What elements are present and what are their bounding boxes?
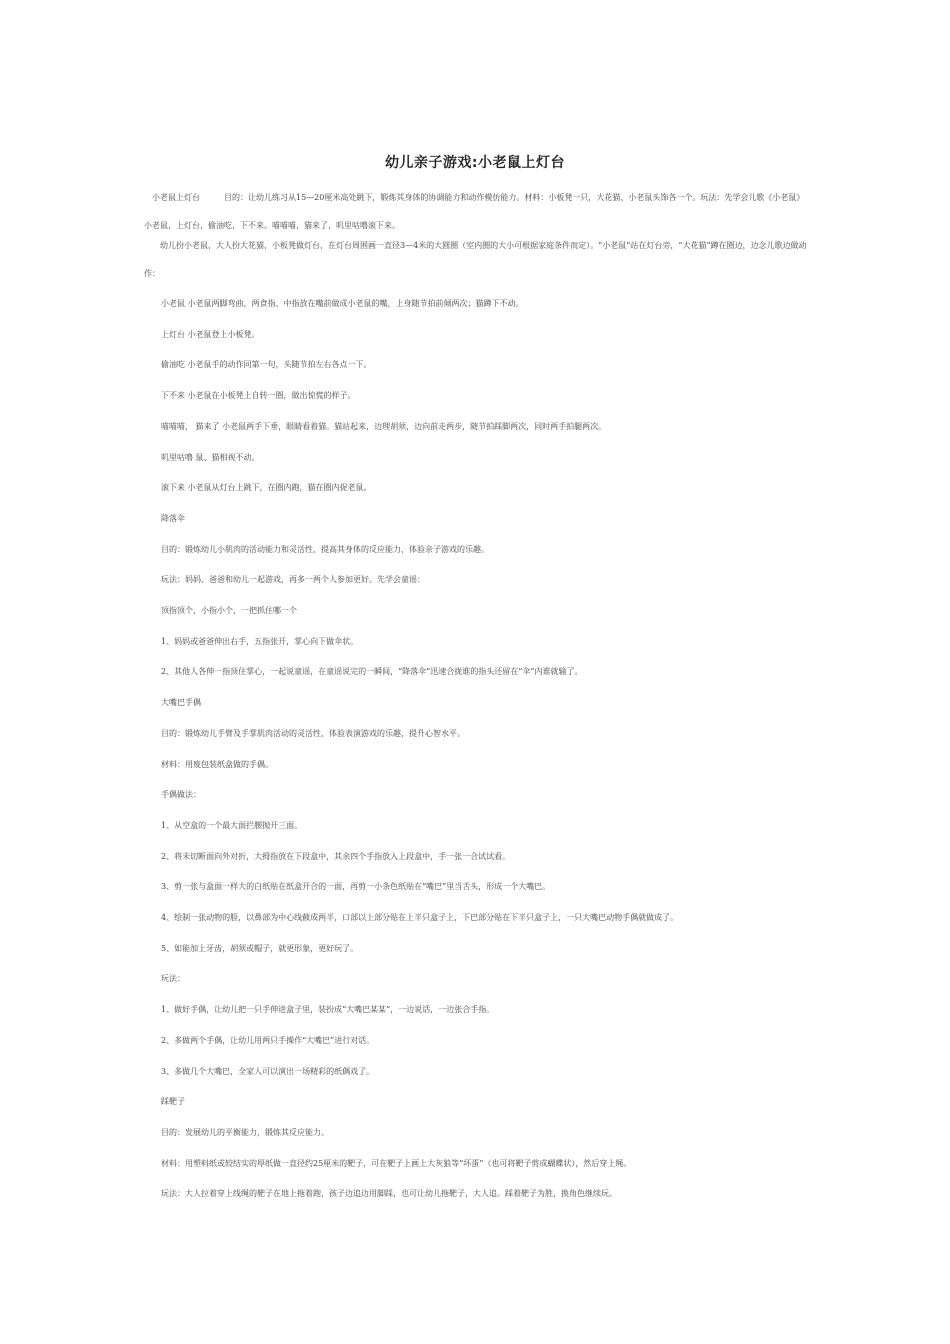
document-title: 幼儿亲子游戏:小老鼠上灯台: [384, 155, 566, 171]
content-line: 2、将未切断面向外对折，大拇指放在下段盒中，其余四个手指放入上段盒中，手一张一合试试看。: [161, 852, 511, 861]
content-line: 2、多做两个手偶，让幼儿用两只手操作“大嘴巴”进行对话。: [161, 1036, 375, 1045]
content-line: 3、剪一张与盒面一样大的白纸贴在纸盒开合的一面，再剪一小条色纸贴在“嘴巴”里当舌头，形成一个大嘴巴。: [161, 882, 551, 891]
content-line: 玩法：大人拉着穿上线绳的靶子在地上拖着跑，孩子边追边用脚踩，也可让幼儿拖靶子，大人追。踩着靶子为胜，换角色继续玩。: [161, 1189, 617, 1198]
content-line: 下不来 小老鼠在小板凳上自转一圈，做出惊慌的样子。: [161, 391, 356, 400]
content-line: 小老鼠 小老鼠两脚弯曲，两食指、中指放在嘴前做成小老鼠的嘴，上身随节拍前倾两次；猫蹲下不动。: [161, 299, 524, 308]
content-line: 1、从空盒的一个最大面拦腰抛开三面。: [161, 821, 303, 830]
content-line: 踩靶子: [161, 1097, 185, 1106]
content-line: 降落伞: [161, 514, 185, 523]
content-line: 材料：用塑料纸或较结实的厚纸做一直径约25厘米的靶子，可在靶子上画上大灰狼等“坏蛋”（也可将靶子剪成蝴蝶状），然后穿上绳。: [161, 1159, 632, 1168]
content-line: 滚下来 小老鼠从灯台上跳下，在圈内跑，猫在圈内捉老鼠。: [161, 483, 372, 492]
content-line: 目的：发展幼儿的平衡能力，锻炼其反应能力。: [161, 1128, 329, 1137]
content-line: 喵喵喵， 猫来了 小老鼠两手下垂，眼睛看着猫。猫站起来，边理胡须，边向前走两步，随节拍踩脚两次，同时两手拍腿两次。: [161, 422, 607, 431]
content-line: 偷油吃 小老鼠手的动作同第一句，头随节拍左右各点一下。: [161, 360, 372, 369]
content-line: 玩法：: [161, 974, 185, 983]
intro-text: 目的：让幼儿练习从15—20厘米高处跳下，锻炼其身体的协调能力和动作模仿能力。材料：小板凳一只，大花猫、小老鼠头饰各一个。玩法：先学会儿歌《小老鼠》小老鼠，上灯台，偷油吃，下不来。喵喵喵，猫来了，叽里咕噜滚下来。: [144, 193, 805, 230]
content-line: 2、其他人各伸一指顶住掌心，一起说童谣，在童谣说完的一瞬间，“降落伞”迅速合拢谁的指头还留在“伞”内谁就输了。: [161, 667, 583, 676]
content-line: 1、做好手偶，让幼儿把一只手伸进盒子里，装扮成“大嘴巴某某”，一边说话，一边张合手指。: [161, 1005, 495, 1014]
content-line: 玩法：妈妈、爸爸和幼儿一起游戏，再多一两个人参加更好。先学会童谣：: [161, 575, 425, 584]
content-line: 上灯台 小老鼠登上小板凳。: [161, 330, 260, 339]
content-line: 目的：锻炼幼儿小肌肉的活动能力和灵活性，提高其身体的反应能力，体验亲子游戏的乐趣。: [161, 545, 489, 554]
content-line: 目的：锻炼幼儿手臂及手掌肌肉活动的灵活性，体验表演游戏的乐趣，提升心智水平。: [161, 729, 465, 738]
content-line: 1、妈妈或爸爸伸出右手，五指张开，掌心向下做伞状。: [161, 637, 359, 646]
content-line: 大嘴巴手偶: [161, 698, 201, 707]
content-line: 3、多做几个大嘴巴，全家人可以演出一场精彩的纸偶戏了。: [161, 1067, 375, 1076]
rules-paragraph: 幼儿扮小老鼠，大人扮大花猫，小板凳做灯台，在灯台周围画一直径3—4米的大圆圈（室内圈的大小可根据家庭条件而定）。“小老鼠”站在灯台旁，“大花猫”蹲在圈边，边念儿歌边做动作：: [144, 241, 807, 278]
content-line: 5、如能加上牙齿，胡须或帽子，就更形象，更好玩了。: [161, 944, 359, 953]
content-line: 4、绘制一张动物的脸，以鼻部为中心线截成两半，口部以上部分贴在上半只盒子上，下巴部分贴在下半只盒子上，一只大嘴巴动物手偶就做成了。: [161, 913, 679, 922]
content-line: 材料：用废包装纸盒做的手偶。: [161, 760, 273, 769]
content-line: 顶指顶个，小指小个，一把抓住哪一个: [161, 606, 297, 615]
content-line: 手偶做法：: [161, 790, 201, 799]
intro-label: 小老鼠上灯台: [152, 193, 200, 202]
content-line: 叽里咕噜 鼠、猫相视不动。: [161, 453, 260, 462]
